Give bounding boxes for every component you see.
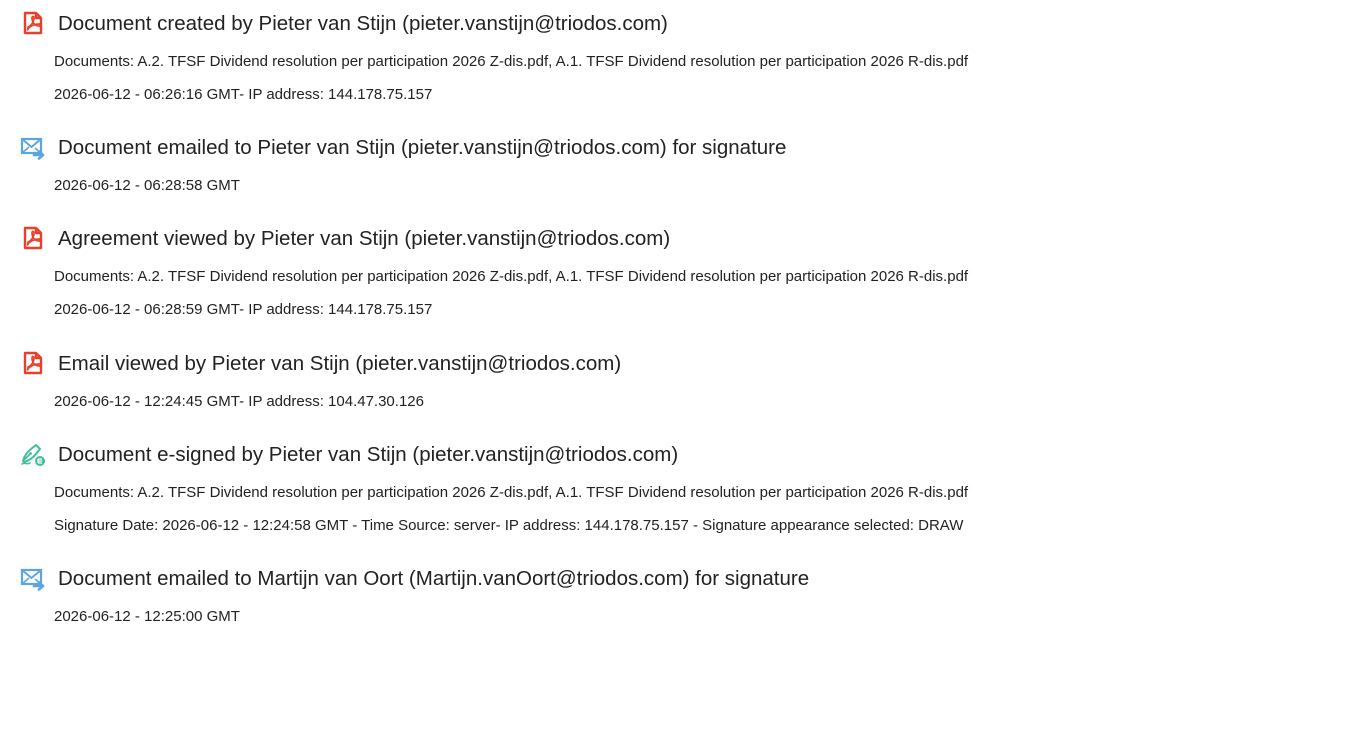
email-sent-icon [20,565,46,591]
event-detail: Signature Date: 2026-06-12 - 12:24:58 GMT - Time Source: server- IP address: 144.178.75.157 - Signature appearance selected: DRAW [54,517,964,534]
audit-event [20,439,1360,534]
email-sent-icon [20,134,46,160]
event-header [20,439,1360,471]
event-header [20,223,1360,255]
audit-event [20,348,1360,410]
event-header [20,563,1360,595]
event-detail: 2026-06-12 - 06:28:59 GMT- IP address: 144.178.75.157 [54,301,433,318]
event-title: Document emailed to Martijn van Oort (Martijn.vanOort@triodos.com) for signature [58,567,810,590]
event-header [20,132,1360,164]
event-detail: 2026-06-12 - 06:26:16 GMT- IP address: 144.178.75.157 [54,86,433,103]
event-header [20,8,1360,40]
event-detail: 2026-06-12 - 06:28:58 GMT [54,177,240,194]
audit-event [20,563,1360,625]
acrobat-document-icon [20,225,46,251]
event-detail: Documents: A.2. TFSF Dividend resolution per participation 2026 Z-dis.pdf, A.1. TFSF Dividend resolution per participation 2026 R-dis.pdf [54,53,969,70]
event-title: Document e-signed by Pieter van Stijn (pieter.vanstijn@triodos.com) [58,443,679,466]
event-title: Document created by Pieter van Stijn (pieter.vanstijn@triodos.com) [58,12,668,35]
event-header [20,348,1360,380]
event-title: Agreement viewed by Pieter van Stijn (pieter.vanstijn@triodos.com) [58,227,671,250]
audit-event [20,8,1360,103]
event-title: Email viewed by Pieter van Stijn (pieter.vanstijn@triodos.com) [58,352,622,375]
event-detail: Documents: A.2. TFSF Dividend resolution per participation 2026 Z-dis.pdf, A.1. TFSF Dividend resolution per participation 2026 R-dis.pdf [54,268,969,285]
event-title: Document emailed to Pieter van Stijn (pieter.vanstijn@triodos.com) for signature [58,136,787,159]
event-detail: Documents: A.2. TFSF Dividend resolution per participation 2026 Z-dis.pdf, A.1. TFSF Dividend resolution per participation 2026 R-dis.pdf [54,484,969,501]
acrobat-document-icon [20,350,46,376]
audit-event [20,223,1360,318]
event-detail: 2026-06-12 - 12:25:00 GMT [54,608,240,625]
acrobat-document-icon [20,10,46,36]
event-detail: 2026-06-12 - 12:24:45 GMT- IP address: 104.47.30.126 [54,393,424,410]
audit-event [20,132,1360,194]
esign-pen-icon [20,441,46,467]
